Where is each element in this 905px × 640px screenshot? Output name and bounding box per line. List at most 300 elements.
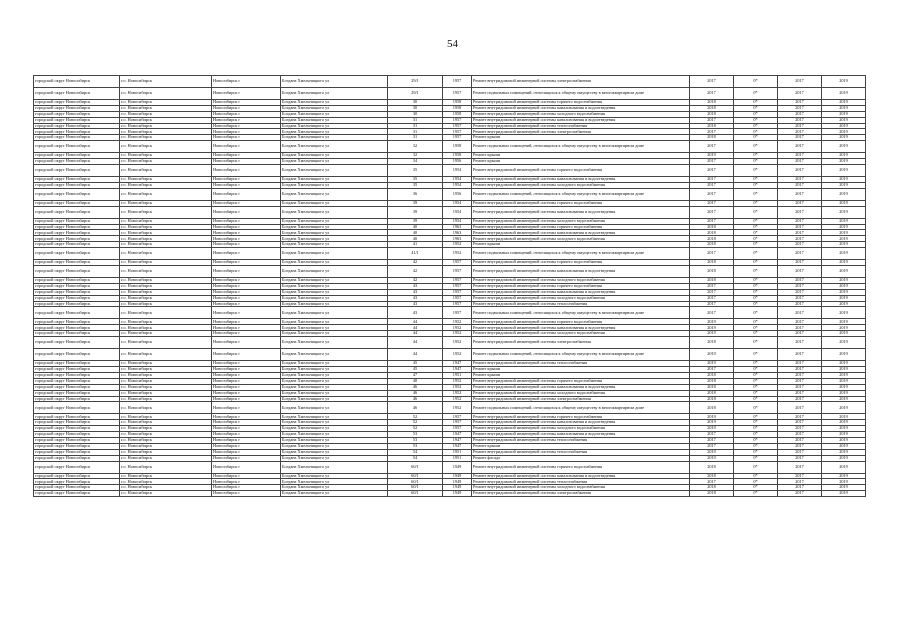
marker-cell: 0* [734, 367, 778, 373]
build-year-cell: 1957 [443, 289, 472, 295]
table-row [34, 461, 866, 473]
period-end-cell: 2019 [822, 378, 866, 384]
plan-year-cell: 2019 [690, 319, 734, 325]
work-type-cell: Ремонт внутридомовой инженерной системы горячего водоснабжения [472, 414, 690, 420]
city-cell: Новосибирск г [212, 165, 281, 177]
page-number: 54 [447, 38, 458, 50]
locality-cell: г.о. Новосибирск [120, 206, 212, 218]
street-cell: Богдана Хмельницкого ул [281, 301, 388, 307]
work-type-cell: Ремонт крыши [472, 242, 690, 248]
street-cell: Богдана Хмельницкого ул [281, 426, 388, 432]
house-number-cell: 40 [388, 230, 443, 236]
city-cell: Новосибирск г [212, 349, 281, 361]
street-cell: Богдана Хмельницкого ул [281, 135, 388, 141]
period-end-cell: 2019 [822, 414, 866, 420]
street-cell: Богдана Хмельницкого ул [281, 206, 388, 218]
table-row [34, 206, 866, 218]
build-year-cell: 1952 [443, 248, 472, 260]
district-cell: городской округ Новосибирск [34, 307, 120, 319]
marker-cell: 0* [734, 449, 778, 455]
period-end-cell: 2019 [822, 367, 866, 373]
period-end-cell: 2019 [822, 165, 866, 177]
marker-cell: 0* [734, 473, 778, 479]
street-cell: Богдана Хмельницкого ул [281, 266, 388, 278]
build-year-cell: 1954 [443, 206, 472, 218]
district-cell: городской округ Новосибирск [34, 372, 120, 378]
work-type-cell: Ремонт внутридомовой инженерной системы холодного водоснабжения [472, 218, 690, 224]
build-year-cell: 1947 [443, 432, 472, 438]
period-end-cell: 2019 [822, 473, 866, 479]
plan-year-cell: 2017 [690, 88, 734, 100]
district-cell: городской округ Новосибирск [34, 301, 120, 307]
locality-cell: г.о. Новосибирск [120, 278, 212, 284]
period-start-cell: 2017 [778, 349, 822, 361]
street-cell: Богдана Хмельницкого ул [281, 236, 388, 242]
marker-cell: 0* [734, 224, 778, 230]
street-cell: Богдана Хмельницкого ул [281, 390, 388, 396]
street-cell: Богдана Хмельницкого ул [281, 289, 388, 295]
locality-cell: г.о. Новосибирск [120, 361, 212, 367]
house-number-cell: 29/1 [388, 76, 443, 88]
period-end-cell: 2019 [822, 361, 866, 367]
work-type-cell: Ремонт внутридомовой инженерной системы канализования и водоотведения [472, 117, 690, 123]
build-year-cell: 1957 [443, 117, 472, 123]
locality-cell: г.о. Новосибирск [120, 491, 212, 497]
street-cell: Богдана Хмельницкого ул [281, 188, 388, 200]
period-end-cell: 2019 [822, 455, 866, 461]
work-type-cell: Ремонт подвальных помещений, относящихся к общему имуществу в многоквартирном доме [472, 248, 690, 260]
build-year-cell: 1949 [443, 479, 472, 485]
work-type-cell: Ремонт подвальных помещений, относящихся к общему имуществу в многоквартирном доме [472, 141, 690, 153]
locality-cell: г.о. Новосибирск [120, 88, 212, 100]
build-year-cell: 1952 [443, 331, 472, 337]
work-type-cell: Ремонт внутридомовой инженерной системы горячего водоснабжения [472, 319, 690, 325]
house-number-cell: 41/1 [388, 248, 443, 260]
street-cell: Богдана Хмельницкого ул [281, 479, 388, 485]
city-cell: Новосибирск г [212, 426, 281, 432]
build-year-cell: 1957 [443, 123, 472, 129]
period-start-cell: 2017 [778, 367, 822, 373]
locality-cell: г.о. Новосибирск [120, 337, 212, 349]
district-cell: городской округ Новосибирск [34, 378, 120, 384]
house-number-cell: 53 [388, 437, 443, 443]
district-cell: городской округ Новосибирск [34, 361, 120, 367]
plan-year-cell: 2018 [690, 396, 734, 402]
plan-year-cell: 2018 [690, 402, 734, 414]
build-year-cell: 1957 [443, 135, 472, 141]
district-cell: городской округ Новосибирск [34, 349, 120, 361]
period-end-cell: 2019 [822, 420, 866, 426]
house-number-cell: 31 [388, 117, 443, 123]
period-end-cell: 2019 [822, 384, 866, 390]
plan-year-cell: 2017 [690, 301, 734, 307]
build-year-cell: 1954 [443, 200, 472, 206]
work-type-cell: Ремонт подвальных помещений, относящихся к общему имуществу в многоквартирном доме [472, 188, 690, 200]
work-type-cell: Ремонт подвальных помещений, относящихся к общему имуществу в многоквартирном доме [472, 349, 690, 361]
table-row [34, 188, 866, 200]
house-number-cell: 31 [388, 123, 443, 129]
build-year-cell: 1947 [443, 437, 472, 443]
plan-year-cell: 2017 [690, 117, 734, 123]
marker-cell: 0* [734, 266, 778, 278]
city-cell: Новосибирск г [212, 76, 281, 88]
work-type-cell: Ремонт внутридомовой инженерной системы горячего водоснабжения [472, 260, 690, 266]
plan-year-cell: 2018 [690, 473, 734, 479]
build-year-cell: 1963 [443, 230, 472, 236]
build-year-cell: 1957 [443, 266, 472, 278]
city-cell: Новосибирск г [212, 182, 281, 188]
period-start-cell: 2017 [778, 200, 822, 206]
period-start-cell: 2017 [778, 230, 822, 236]
street-cell: Богдана Хмельницкого ул [281, 123, 388, 129]
marker-cell: 0* [734, 461, 778, 473]
city-cell: Новосибирск г [212, 390, 281, 396]
locality-cell: г.о. Новосибирск [120, 230, 212, 236]
house-number-cell: 52 [388, 420, 443, 426]
locality-cell: г.о. Новосибирск [120, 260, 212, 266]
marker-cell: 0* [734, 218, 778, 224]
build-year-cell: 1947 [443, 367, 472, 373]
period-start-cell: 2017 [778, 224, 822, 230]
period-start-cell: 2017 [778, 361, 822, 367]
period-end-cell: 2019 [822, 331, 866, 337]
house-number-cell: 39 [388, 206, 443, 218]
house-number-cell: 46 [388, 390, 443, 396]
locality-cell: г.о. Новосибирск [120, 479, 212, 485]
period-start-cell: 2017 [778, 479, 822, 485]
period-end-cell: 2019 [822, 123, 866, 129]
period-end-cell: 2019 [822, 260, 866, 266]
period-start-cell: 2017 [778, 301, 822, 307]
build-year-cell: 1952 [443, 384, 472, 390]
street-cell: Богдана Хмельницкого ул [281, 88, 388, 100]
city-cell: Новосибирск г [212, 378, 281, 384]
district-cell: городской округ Новосибирск [34, 289, 120, 295]
locality-cell: г.о. Новосибирск [120, 218, 212, 224]
street-cell: Богдана Хмельницкого ул [281, 141, 388, 153]
work-type-cell: Ремонт внутридомовой инженерной системы канализования и водоотведения [472, 230, 690, 236]
period-start-cell: 2017 [778, 242, 822, 248]
district-cell: городской округ Новосибирск [34, 159, 120, 165]
city-cell: Новосибирск г [212, 200, 281, 206]
period-start-cell: 2017 [778, 159, 822, 165]
district-cell: городской округ Новосибирск [34, 182, 120, 188]
build-year-cell: 1951 [443, 449, 472, 455]
plan-year-cell: 2017 [690, 307, 734, 319]
work-type-cell: Ремонт крыши [472, 159, 690, 165]
locality-cell: г.о. Новосибирск [120, 224, 212, 230]
street-cell: Богдана Хмельницкого ул [281, 325, 388, 331]
marker-cell: 0* [734, 153, 778, 159]
build-year-cell: 1949 [443, 491, 472, 497]
marker-cell: 0* [734, 165, 778, 177]
plan-year-cell: 2018 [690, 278, 734, 284]
district-cell: городской округ Новосибирск [34, 331, 120, 337]
build-year-cell: 1957 [443, 414, 472, 420]
work-type-cell: Ремонт крыши [472, 367, 690, 373]
build-year-cell: 1954 [443, 182, 472, 188]
street-cell: Богдана Хмельницкого ул [281, 402, 388, 414]
district-cell: городской округ Новосибирск [34, 283, 120, 289]
marker-cell: 0* [734, 384, 778, 390]
period-start-cell: 2017 [778, 295, 822, 301]
build-year-cell: 1952 [443, 378, 472, 384]
district-cell: городской округ Новосибирск [34, 100, 120, 106]
marker-cell: 0* [734, 200, 778, 206]
marker-cell: 0* [734, 206, 778, 218]
city-cell: Новосибирск г [212, 449, 281, 455]
period-end-cell: 2019 [822, 426, 866, 432]
work-type-cell: Ремонт крыши [472, 135, 690, 141]
street-cell: Богдана Хмельницкого ул [281, 283, 388, 289]
build-year-cell: 1956 [443, 159, 472, 165]
build-year-cell: 1958 [443, 111, 472, 117]
locality-cell: г.о. Новосибирск [120, 461, 212, 473]
plan-year-cell: 2017 [690, 289, 734, 295]
street-cell: Богдана Хмельницкого ул [281, 491, 388, 497]
city-cell: Новосибирск г [212, 443, 281, 449]
street-cell: Богдана Хмельницкого ул [281, 248, 388, 260]
house-number-cell: 43 [388, 289, 443, 295]
build-year-cell: 1949 [443, 473, 472, 479]
house-number-cell: 43 [388, 283, 443, 289]
house-number-cell: 34 [388, 159, 443, 165]
marker-cell: 0* [734, 278, 778, 284]
house-number-cell: 60/1 [388, 479, 443, 485]
period-start-cell: 2017 [778, 485, 822, 491]
period-end-cell: 2019 [822, 135, 866, 141]
plan-year-cell: 2018 [690, 236, 734, 242]
period-end-cell: 2019 [822, 117, 866, 123]
district-cell: городской округ Новосибирск [34, 218, 120, 224]
city-cell: Новосибирск г [212, 432, 281, 438]
district-cell: городской округ Новосибирск [34, 129, 120, 135]
work-type-cell: Ремонт подвальных помещений, относящихся к общему имуществу в многоквартирном доме [472, 402, 690, 414]
period-start-cell: 2017 [778, 414, 822, 420]
house-number-cell: 53 [388, 432, 443, 438]
house-number-cell: 42 [388, 260, 443, 266]
locality-cell: г.о. Новосибирск [120, 248, 212, 260]
plan-year-cell: 2017 [690, 159, 734, 165]
house-number-cell: 43 [388, 301, 443, 307]
street-cell: Богдана Хмельницкого ул [281, 319, 388, 325]
work-type-cell: Ремонт внутридомовой инженерной системы холодного водоснабжения [472, 278, 690, 284]
street-cell: Богдана Хмельницкого ул [281, 337, 388, 349]
table-row [34, 165, 866, 177]
plan-year-cell: 2018 [690, 372, 734, 378]
locality-cell: г.о. Новосибирск [120, 76, 212, 88]
marker-cell: 0* [734, 479, 778, 485]
marker-cell: 0* [734, 491, 778, 497]
marker-cell: 0* [734, 349, 778, 361]
plan-year-cell: 2017 [690, 367, 734, 373]
period-end-cell: 2019 [822, 437, 866, 443]
plan-year-cell: 2018 [690, 242, 734, 248]
build-year-cell: 1954 [443, 218, 472, 224]
period-end-cell: 2019 [822, 307, 866, 319]
locality-cell: г.о. Новосибирск [120, 111, 212, 117]
locality-cell: г.о. Новосибирск [120, 165, 212, 177]
period-end-cell: 2019 [822, 479, 866, 485]
city-cell: Новосибирск г [212, 384, 281, 390]
plan-year-cell: 2017 [690, 200, 734, 206]
district-cell: городской округ Новосибирск [34, 473, 120, 479]
street-cell: Богдана Хмельницкого ул [281, 224, 388, 230]
house-number-cell: 40 [388, 224, 443, 230]
work-type-cell: Ремонт внутридомовой инженерной системы канализования и водоотведения [472, 432, 690, 438]
district-cell: городской округ Новосибирск [34, 432, 120, 438]
city-cell: Новосибирск г [212, 278, 281, 284]
locality-cell: г.о. Новосибирск [120, 420, 212, 426]
work-type-cell: Ремонт фасада [472, 455, 690, 461]
street-cell: Богдана Хмельницкого ул [281, 307, 388, 319]
plan-year-cell: 2017 [690, 129, 734, 135]
district-cell: городской округ Новосибирск [34, 242, 120, 248]
period-start-cell: 2017 [778, 337, 822, 349]
house-number-cell: 30 [388, 105, 443, 111]
house-number-cell: 54 [388, 449, 443, 455]
period-start-cell: 2017 [778, 206, 822, 218]
period-start-cell: 2017 [778, 123, 822, 129]
marker-cell: 0* [734, 331, 778, 337]
build-year-cell: 1954 [443, 177, 472, 183]
locality-cell: г.о. Новосибирск [120, 123, 212, 129]
locality-cell: г.о. Новосибирск [120, 331, 212, 337]
locality-cell: г.о. Новосибирск [120, 414, 212, 420]
city-cell: Новосибирск г [212, 283, 281, 289]
work-type-cell: Ремонт внутридомовой инженерной системы холодного водоснабжения [472, 111, 690, 117]
period-start-cell: 2017 [778, 141, 822, 153]
district-cell: городской округ Новосибирск [34, 141, 120, 153]
district-cell: городской округ Новосибирск [34, 76, 120, 88]
street-cell: Богдана Хмельницкого ул [281, 218, 388, 224]
house-number-cell: 46 [388, 402, 443, 414]
house-number-cell: 52 [388, 414, 443, 420]
plan-year-cell: 2017 [690, 437, 734, 443]
period-end-cell: 2019 [822, 153, 866, 159]
marker-cell: 0* [734, 396, 778, 402]
marker-cell: 0* [734, 283, 778, 289]
plan-year-cell: 2018 [690, 230, 734, 236]
city-cell: Новосибирск г [212, 361, 281, 367]
period-start-cell: 2017 [778, 135, 822, 141]
city-cell: Новосибирск г [212, 420, 281, 426]
period-end-cell: 2019 [822, 248, 866, 260]
district-cell: городской округ Новосибирск [34, 449, 120, 455]
marker-cell: 0* [734, 177, 778, 183]
house-number-cell: 60/1 [388, 461, 443, 473]
city-cell: Новосибирск г [212, 177, 281, 183]
plan-year-cell: 2017 [690, 165, 734, 177]
period-start-cell: 2017 [778, 461, 822, 473]
street-cell: Богдана Хмельницкого ул [281, 384, 388, 390]
house-number-cell: 53 [388, 443, 443, 449]
city-cell: Новосибирск г [212, 230, 281, 236]
repair-program-table [33, 75, 866, 497]
build-year-cell: 1957 [443, 278, 472, 284]
table-row [34, 141, 866, 153]
period-end-cell: 2019 [822, 283, 866, 289]
district-cell: городской округ Новосибирск [34, 443, 120, 449]
locality-cell: г.о. Новосибирск [120, 443, 212, 449]
house-number-cell: 43 [388, 295, 443, 301]
street-cell: Богдана Хмельницкого ул [281, 437, 388, 443]
district-cell: городской округ Новосибирск [34, 177, 120, 183]
marker-cell: 0* [734, 182, 778, 188]
city-cell: Новосибирск г [212, 111, 281, 117]
district-cell: городской округ Новосибирск [34, 165, 120, 177]
work-type-cell: Ремонт внутридомовой инженерной системы теплоснабжения [472, 123, 690, 129]
marker-cell: 0* [734, 188, 778, 200]
period-end-cell: 2019 [822, 159, 866, 165]
work-type-cell: Ремонт внутридомовой инженерной системы электроснабжения [472, 396, 690, 402]
marker-cell: 0* [734, 402, 778, 414]
plan-year-cell: 2017 [690, 443, 734, 449]
period-start-cell: 2017 [778, 325, 822, 331]
build-year-cell: 1957 [443, 283, 472, 289]
build-year-cell: 1963 [443, 236, 472, 242]
locality-cell: г.о. Новосибирск [120, 153, 212, 159]
period-start-cell: 2017 [778, 319, 822, 325]
city-cell: Новосибирск г [212, 485, 281, 491]
district-cell: городской округ Новосибирск [34, 455, 120, 461]
period-end-cell: 2019 [822, 111, 866, 117]
plan-year-cell: 2017 [690, 248, 734, 260]
period-start-cell: 2017 [778, 449, 822, 455]
work-type-cell: Ремонт внутридомовой инженерной системы холодного водоснабжения [472, 236, 690, 242]
period-start-cell: 2017 [778, 236, 822, 242]
period-end-cell: 2019 [822, 295, 866, 301]
marker-cell: 0* [734, 123, 778, 129]
locality-cell: г.о. Новосибирск [120, 378, 212, 384]
table-row [34, 88, 866, 100]
work-type-cell: Ремонт внутридомовой инженерной системы холодного водоснабжения [472, 331, 690, 337]
marker-cell: 0* [734, 307, 778, 319]
period-start-cell: 2017 [778, 218, 822, 224]
period-end-cell: 2019 [822, 491, 866, 497]
house-number-cell: 30 [388, 111, 443, 117]
period-end-cell: 2019 [822, 485, 866, 491]
city-cell: Новосибирск г [212, 479, 281, 485]
house-number-cell: 29/1 [388, 88, 443, 100]
locality-cell: г.о. Новосибирск [120, 485, 212, 491]
plan-year-cell: 2017 [690, 141, 734, 153]
marker-cell: 0* [734, 426, 778, 432]
work-type-cell: Ремонт внутридомовой инженерной системы горячего водоснабжения [472, 283, 690, 289]
plan-year-cell: 2019 [690, 349, 734, 361]
city-cell: Новосибирск г [212, 260, 281, 266]
locality-cell: г.о. Новосибирск [120, 301, 212, 307]
house-number-cell: 44 [388, 325, 443, 331]
street-cell: Богдана Хмельницкого ул [281, 177, 388, 183]
locality-cell: г.о. Новосибирск [120, 307, 212, 319]
marker-cell: 0* [734, 100, 778, 106]
locality-cell: г.о. Новосибирск [120, 372, 212, 378]
city-cell: Новосибирск г [212, 105, 281, 111]
marker-cell: 0* [734, 414, 778, 420]
work-type-cell: Ремонт внутридомовой инженерной системы холодного водоснабжения [472, 390, 690, 396]
plan-year-cell: 2018 [690, 384, 734, 390]
build-year-cell: 1958 [443, 141, 472, 153]
plan-year-cell: 2019 [690, 361, 734, 367]
period-end-cell: 2019 [822, 325, 866, 331]
district-cell: городской округ Новосибирск [34, 367, 120, 373]
period-end-cell: 2019 [822, 188, 866, 200]
work-type-cell: Ремонт внутридомовой инженерной системы канализования и водоотведения [472, 177, 690, 183]
work-type-cell: Ремонт крыши [472, 443, 690, 449]
street-cell: Богдана Хмельницкого ул [281, 153, 388, 159]
city-cell: Новосибирск г [212, 337, 281, 349]
